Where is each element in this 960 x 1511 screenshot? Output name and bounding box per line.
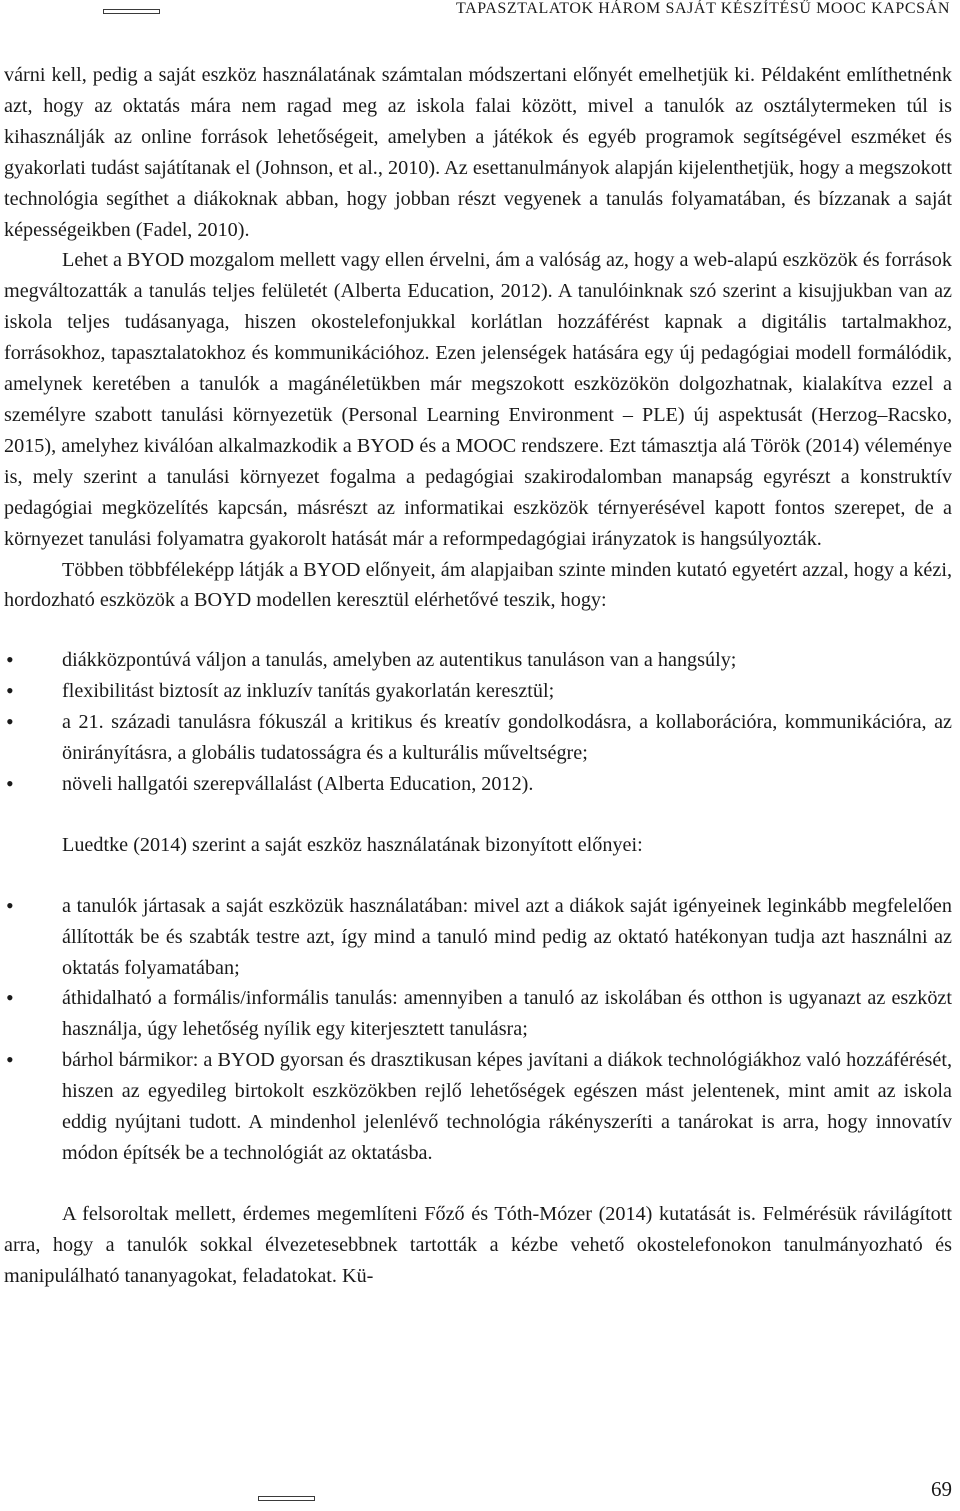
list-item <box>4 676 952 707</box>
list-item <box>4 1045 952 1169</box>
list-item-text: növeli hallgatói szerepvállalást (Alberta Education, 2012). <box>62 772 534 795</box>
paragraph-2: Lehet a BYOD mozgalom mellett vagy ellen érvelni, ám a valóság az, hogy a web-alapú eszközök és források megváltozatták a tanulás teljes felületét (Alberta Education, 2012). A tanulóinknak szó szerint a kisujjukban van az iskola teljes tudásanyaga, hiszen okostelefonjukkal korlátlan hozzáférést kapnak a digitális tartalmakhoz, forrásokhoz, tapasztalatokhoz és kommunikációhoz. Ezen jelenségek hatására egy új pedagógiai modell formálódik, amelynek keretében a tanulók a magánéletükben már megszokott eszközökön dolgozhatnak, kialakítva ezzel a személyre szabott tanulási környezetük (Personal Learning Environment – PLE) új aspektusát (Herzog–Racsko, 2015), amelyhez kiválóan alkalmazkodik a BYOD és a MOOC rendszere. Ezt támasztja alá Török (2014) véleménye is, mely szerint a tanulási környezet fogalma a pedagógiai szakirodalomban manapság egyrészt a konstruktív pedagógiai megközelítés kapcsán, másrészt az informatikai eszközök térnyerésével kapott fontos szerepet, de a környezet tanulási folyamatra gyakorolt hatását már a reformpedagógiai irányzatok is hangsúlyozták. <box>4 249 952 550</box>
advantages-list <box>4 645 952 800</box>
paragraph-4: Luedtke (2014) szerint a saját eszköz használatának bizonyított előnyei: <box>62 833 643 856</box>
list-item <box>4 983 952 1045</box>
list-item-text: áthidalható a formális/informális tanulás: amennyiben a tanuló az iskolában és otthon is ugyanazt az eszközt használja, úgy lehetőség nyílik egy kiterjesztett tanulásra; <box>62 987 952 1041</box>
spacer <box>4 616 952 645</box>
list-item-text: diákközpontúvá váljon a tanulás, amelyben az autentikus tanuláson van a hangsúly; <box>62 649 737 672</box>
paragraph-5: A felsoroltak mellett, érdemes megemlíteni Főző és Tóth-Mózer (2014) kutatását is. Felmérésük rávilágított arra, hogy a tanulók sokkal élvezetesebbnek tartották a kézbe vehető okostelefonokon tanulmányozható és manipulálható tananyagokat, feladatokat. Kü- <box>4 1202 952 1287</box>
bullet-icon: • <box>6 985 14 1011</box>
spacer <box>4 1169 952 1199</box>
body-text <box>4 60 952 1292</box>
bullet-icon: • <box>6 1047 14 1073</box>
page-number: 69 <box>931 1477 952 1501</box>
spacer <box>4 861 952 891</box>
paragraph-1: várni kell, pedig a saját eszköz használatának számtalan módszertani előnyét emelhetjük ki. Példaként említhetnénk azt, hogy az oktatás mára nem ragad meg az iskola falai között, mivel a tanulók az osztálytermeken túl is kihasználják az online források lehetőségeit, amelyben a játékok és egyéb programok segítségével eszméket és gyakorlati tudást sajátítanak el (Johnson, et al., 2010). Az esettanulmányok alapján kijelenthetjük, hogy a megszokott technológia segíthet a diákoknak abban, hogy jobban részt vegyenek a tanulás folyamatában, és bízzanak a saját képességeikben (Fadel, 2010). <box>4 64 952 241</box>
list-item <box>4 645 952 676</box>
header-decorative-rule <box>103 9 160 14</box>
spacer <box>4 800 952 830</box>
paragraph-3: Többen többféleképp látják a BYOD előnyeit, ám alapjaiban szinte minden kutató egyetért azzal, hogy a kézi, hordozható eszközök a BOYD modellen keresztül elérhetővé teszik, hogy: <box>4 558 952 612</box>
list-item <box>4 707 952 769</box>
bullet-icon: • <box>6 709 14 735</box>
list-item-text: flexibilitást biztosít az inkluzív tanítás gyakorlatán keresztül; <box>62 680 555 703</box>
list-item-text: a 21. századi tanulásra fókuszál a kritikus és kreatív gondolkodásra, a kollaborációra, kommunikációra, az önirányításra, a globális tudatosságra és a kulturális műveltségre; <box>62 711 952 765</box>
list-item-text: a tanulók jártasak a saját eszközük használatában: mivel azt a diákok saját igényeinek leginkább megfelelően állították be és szabták testre azt, így mind a tanuló mind pedig az oktató hatékonyan tudja azt használni az oktatás folyamatában; <box>62 894 952 979</box>
bullet-icon: • <box>6 647 14 673</box>
footer-decorative-rule <box>258 1496 315 1501</box>
running-head: TAPASZTALATOK HÁROM SAJÁT KÉSZÍTÉSŰ MOOC KAPCSÁN <box>455 0 950 17</box>
list-item <box>4 891 952 984</box>
list-item <box>4 769 952 800</box>
bullet-icon: • <box>6 678 14 704</box>
bullet-icon: • <box>6 892 14 918</box>
bullet-icon: • <box>6 770 14 796</box>
luedtke-benefits-list <box>4 891 952 1169</box>
list-item-text: bárhol bármikor: a BYOD gyorsan és drasztikusan képes javítani a diákok technológiákhoz való hozzáférését, hiszen az egyedileg birtokolt eszközökben rejlő lehetőségek egészen mást jelentenek, mint amit az iskola eddig nyújtani tudott. A mindenhol jelenlévő technológia rákényszeríti a tanárokat is arra, hogy innovatív módon építsék be a technológiát az oktatásba. <box>62 1049 952 1164</box>
